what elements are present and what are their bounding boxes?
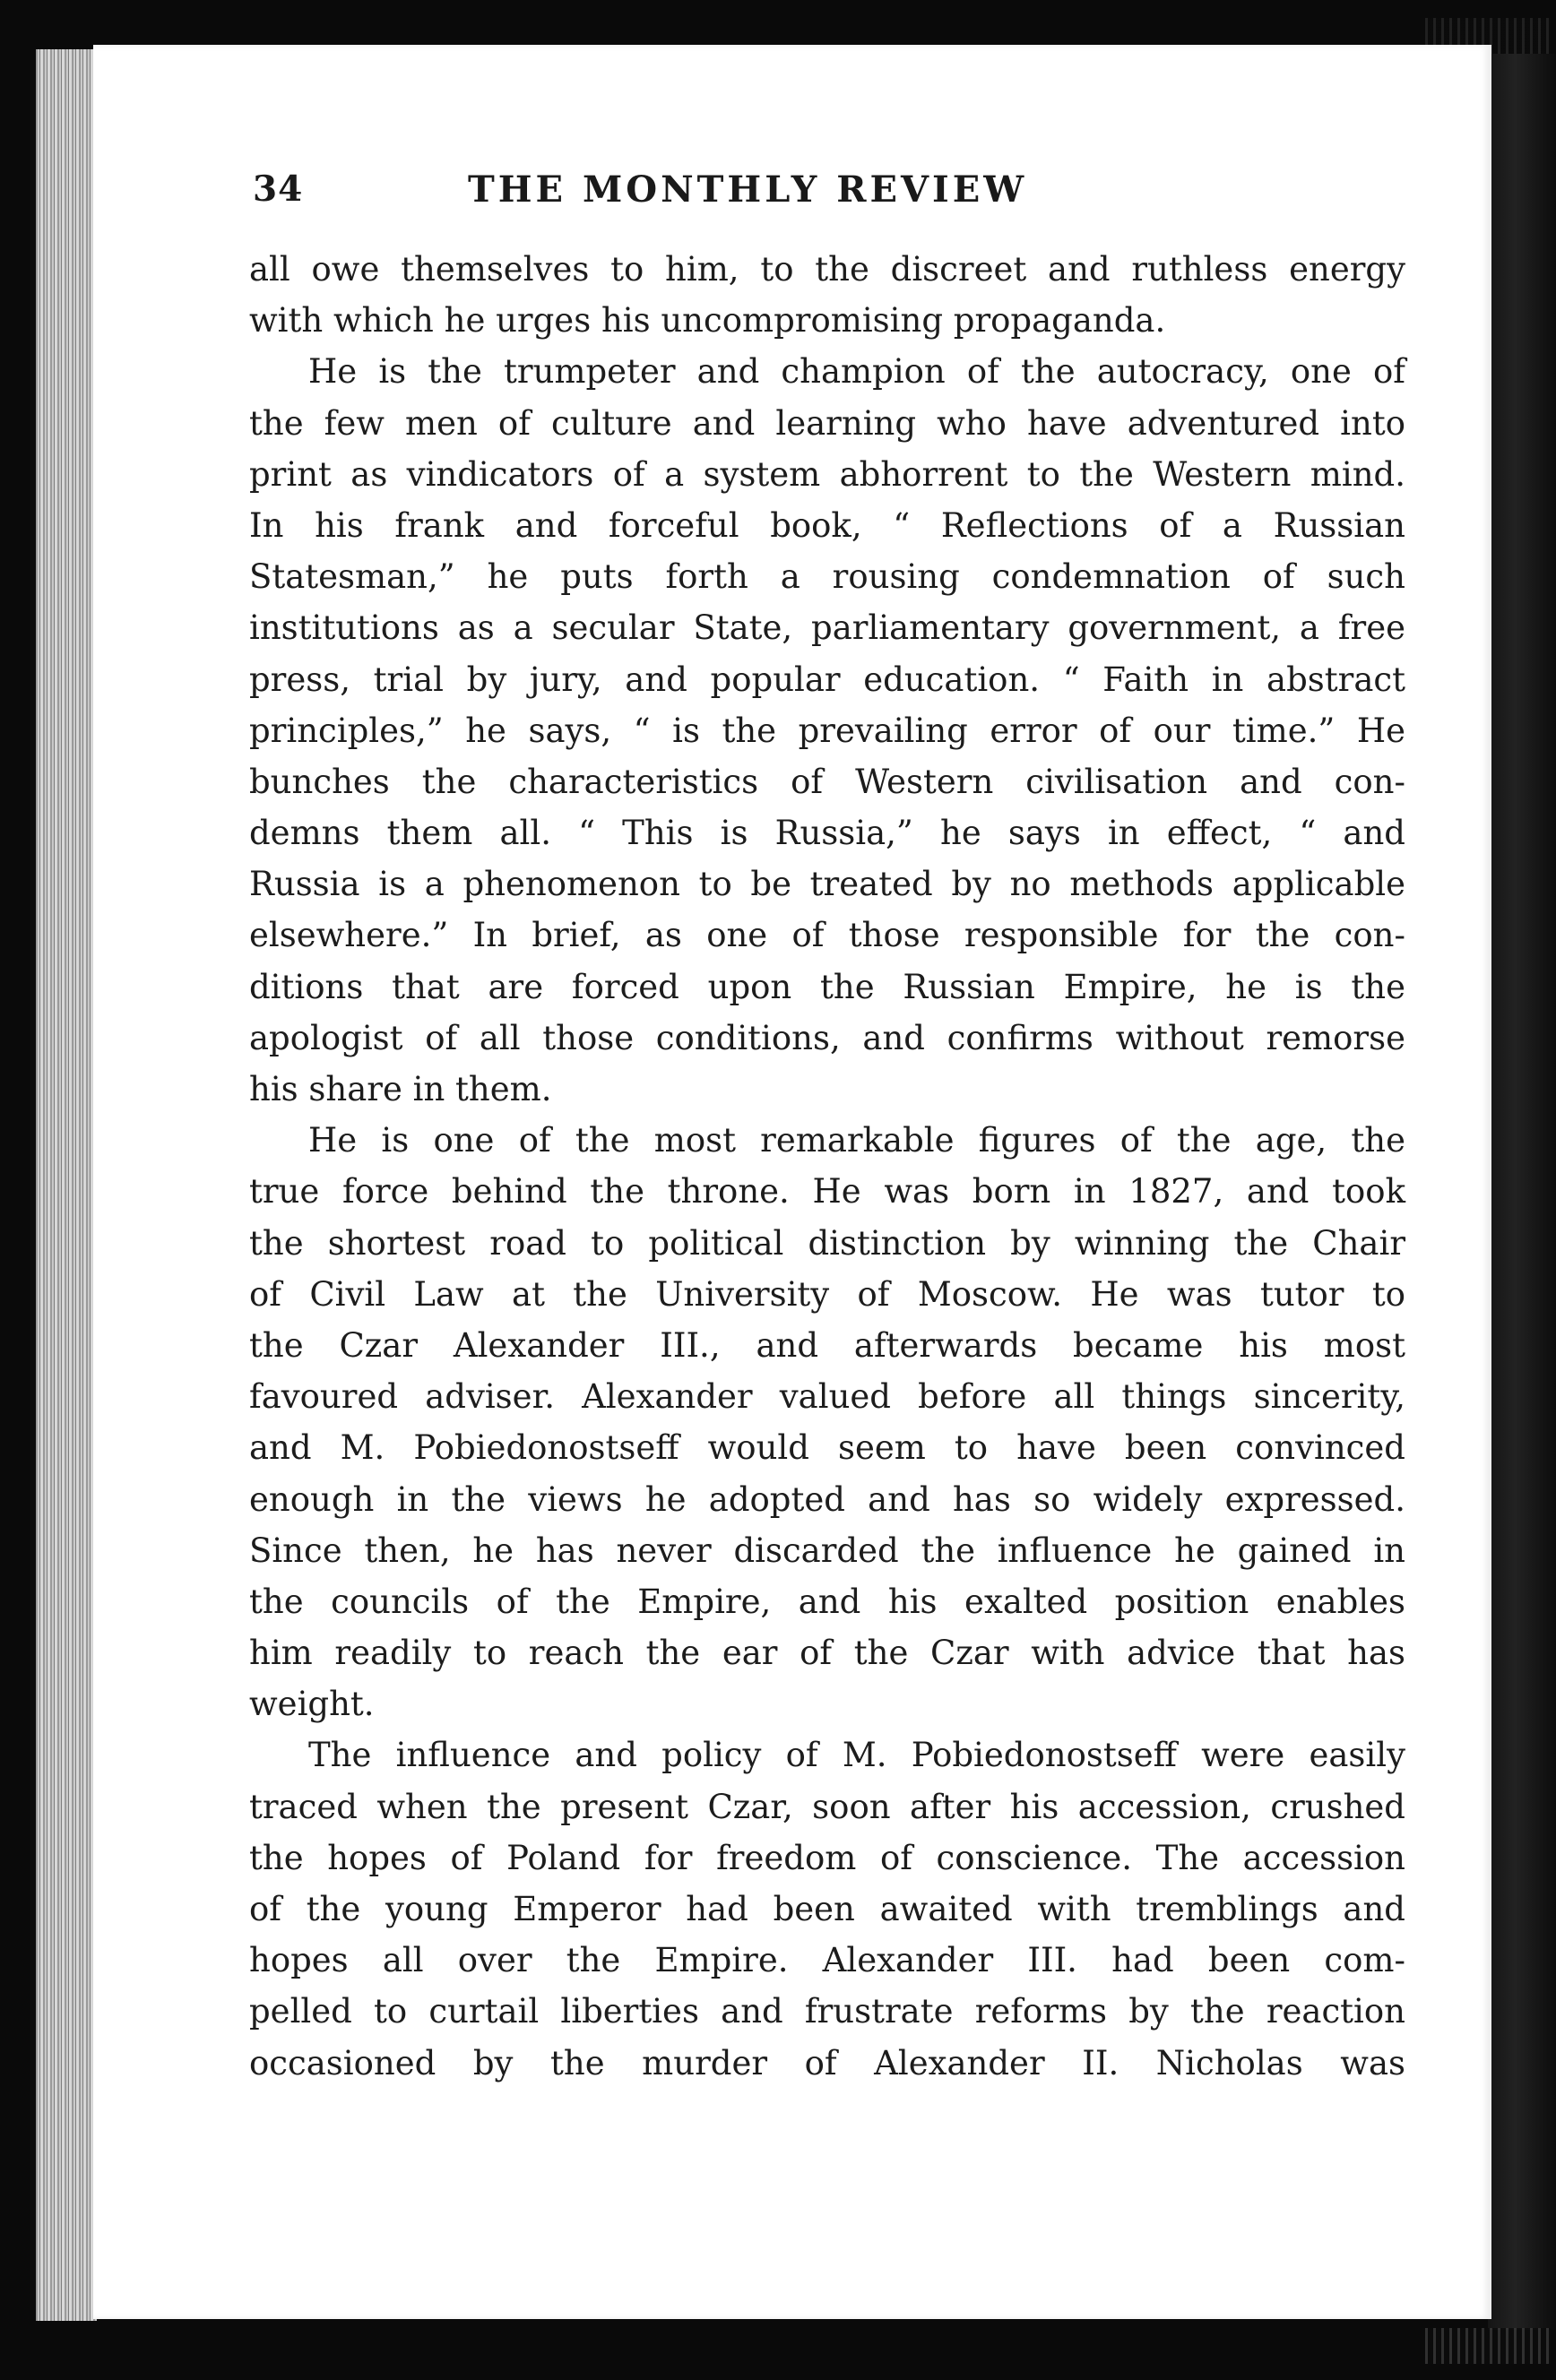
text-line: his share in them. [249,1070,552,1108]
body-text [249,244,1405,2089]
text-line: the shortest road to political distinction by winning the Chair [249,1223,1405,1263]
text-line: apologist of all those conditions, and confirms without remorse [249,1018,1405,1057]
text-line: all owe themselves to him, to the discreet and ruthless energy [249,250,1405,289]
page-stack-edge [36,49,97,2321]
text-line: enough in the views he adopted and has so widely expressed. [249,1479,1405,1519]
text-line: He is the trumpeter and champion of the autocracy, one of [308,352,1405,392]
page-header [253,168,1418,222]
running-head: THE MONTHLY REVIEW [468,168,1028,211]
text-line: elsewhere.” In brief, as one of those responsible for the con- [249,916,1405,955]
text-line: press, trial by jury, and popular education. “ Faith in abstract [249,660,1405,699]
text-line: Russia is a phenomenon to be treated by no methods applicable [249,865,1405,904]
text-line: the few men of culture and learning who have adventured into [249,403,1405,443]
text-line: In his frank and forceful book, “ Reflections of a Russian [249,505,1405,545]
paragraph-2 [249,346,1405,1115]
scan-edge-marks-bottom [1425,2328,1551,2364]
text-line: of the young Emperor had been awaited with tremblings and [249,1890,1405,1928]
text-line: print as vindicators of a system abhorrent to the Western mind. [249,454,1405,494]
text-line: bunches the characteristics of Western civilisation and con- [249,762,1405,801]
text-line: weight. [249,1685,375,1724]
paragraph-1 [249,244,1405,346]
text-line: with which he urges his uncompromising propaganda. [249,301,1166,341]
text-line: institutions as a secular State, parliamentary government, a free [249,608,1405,648]
paragraph-3 [249,1115,1405,1729]
text-line: demns them all. “ This is Russia,” he says in effect, “ and [249,814,1405,853]
text-line: of Civil Law at the University of Moscow. He was tutor to [249,1274,1405,1314]
text-line: ditions that are forced upon the Russian Empire, he is the [249,967,1405,1006]
text-line: favoured adviser. Alexander valued before all things sincerity, [249,1377,1405,1417]
text-line: He is one of the most remarkable figures of the age, the [308,1121,1405,1160]
text-line: pelled to curtail liberties and frustrate reforms by the reaction [249,1992,1405,2031]
page-number: 34 [253,168,304,210]
book-spine-shadow [1488,54,1556,2330]
text-line: the councils of the Empire, and his exalted position enables [249,1582,1405,1621]
text-line: the Czar Alexander III., and afterwards became his most [249,1325,1405,1365]
text-line: Since then, he has never discarded the influence he gained in [249,1531,1405,1570]
text-line: him readily to reach the ear of the Czar with advice that has [249,1634,1405,1673]
text-line: traced when the present Czar, soon after his accession, crushed [249,1787,1405,1826]
text-line: hopes all over the Empire. Alexander III. had been com- [249,1941,1405,1980]
text-line: principles,” he says, “ is the prevailing error of our time.” He [249,711,1405,750]
text-line: true force behind the throne. He was born in 1827, and took [249,1172,1405,1212]
text-line: The influence and policy of M. Pobiedonostseff were easily [308,1736,1405,1775]
text-line: Statesman,” he puts forth a rousing condemnation of such [249,557,1405,597]
text-line: and M. Pobiedonostseff would seem to have been convinced [249,1428,1405,1468]
paragraph-4 [249,1729,1405,2088]
text-line: the hopes of Poland for freedom of conscience. The accession [249,1838,1405,1877]
text-line: occasioned by the murder of Alexander II. Nicholas was [249,2043,1405,2082]
